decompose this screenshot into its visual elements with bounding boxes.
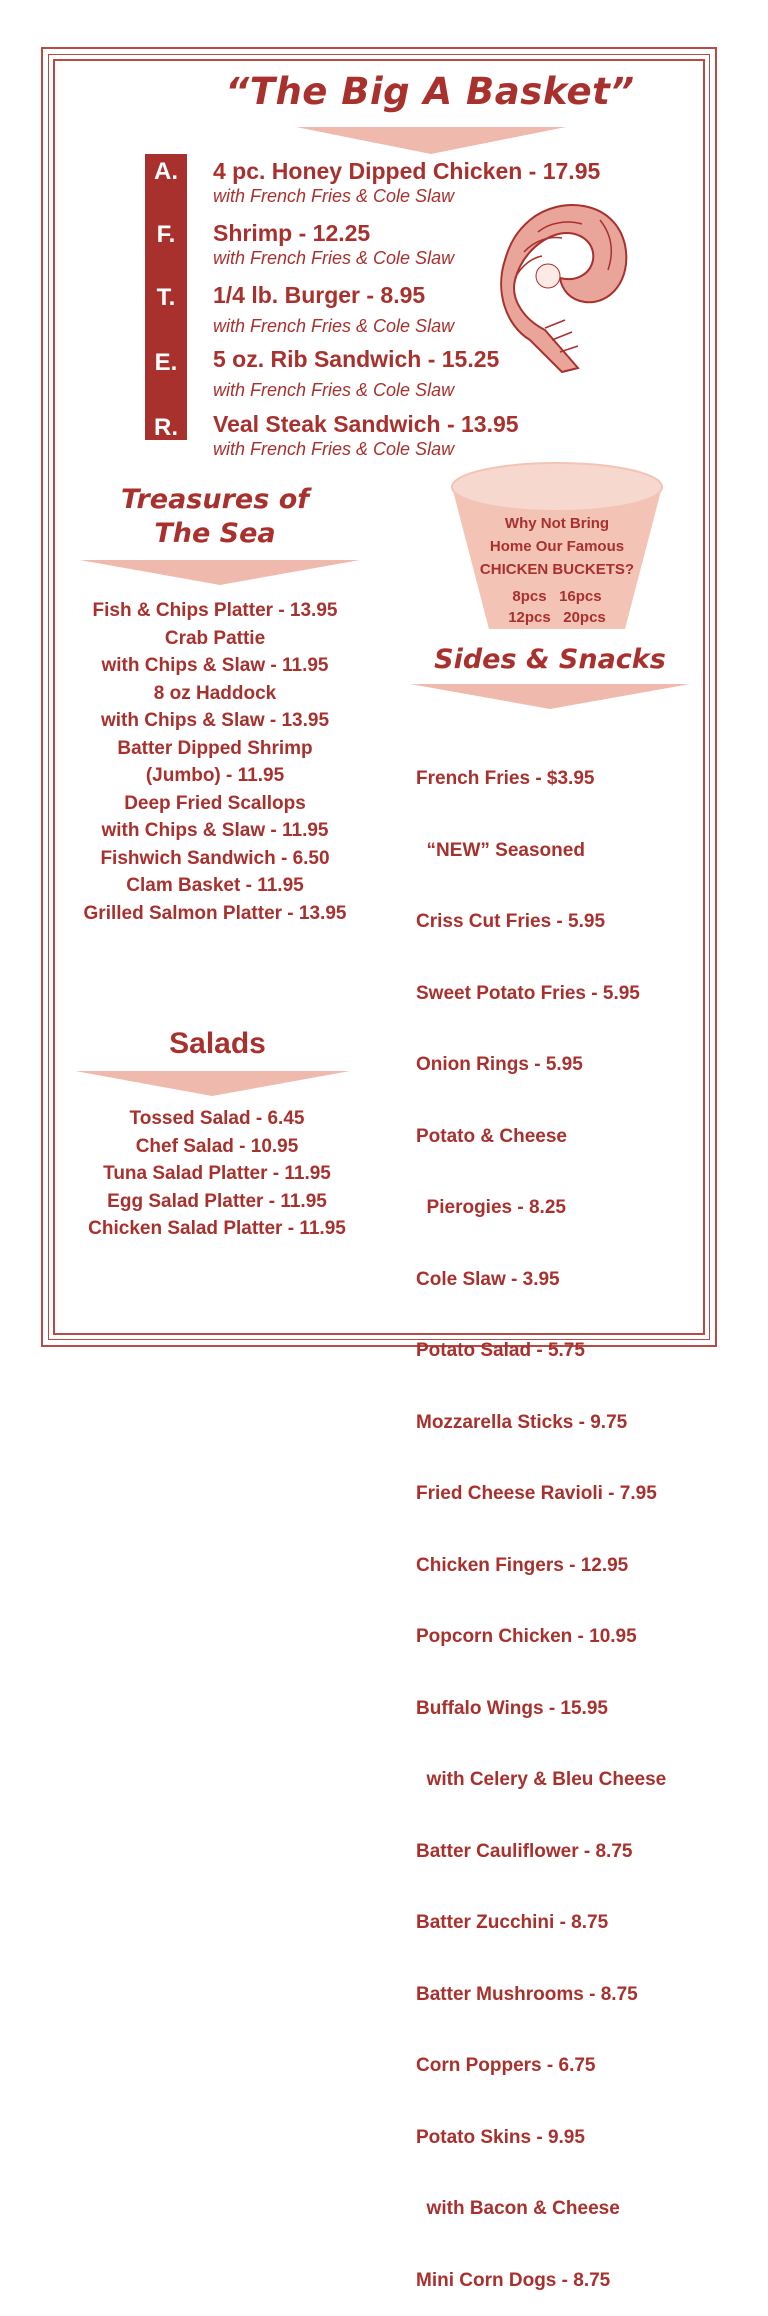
after-letter: T.	[156, 284, 176, 311]
basket-item-sides: with French Fries & Cole Slaw	[213, 316, 455, 336]
bucket-promo-line: CHICKEN BUCKETS?	[479, 561, 635, 578]
basket-item-name: 4 pc. Honey Dipped Chicken - 17.95	[213, 158, 601, 184]
menu-item: Mini Corn Dogs - 8.75	[416, 2269, 611, 2291]
menu-item: Mozzarella Sticks - 9.75	[416, 1411, 628, 1433]
sea-title-line1: Treasures of	[121, 484, 309, 515]
menu-item: Crab Pattie	[164, 627, 266, 649]
menu-item: Potato & Cheese	[416, 1125, 567, 1147]
sea-menu-list	[55, 597, 375, 927]
title-arrow-icon	[296, 124, 566, 156]
shrimp-illustration-icon	[490, 190, 635, 380]
menu-item: Tuna Salad Platter - 11.95	[103, 1163, 331, 1184]
menu-item: Deep Fried Scallops	[124, 792, 306, 814]
salads-menu-list	[57, 1105, 377, 1243]
menu-item: with Chips & Slaw - 13.95	[100, 710, 330, 731]
bucket-sizes: 12pcs 20pcs	[508, 609, 606, 626]
sea-section-title	[105, 483, 325, 551]
menu-item: Batter Zucchini - 8.75	[416, 1912, 609, 1933]
menu-item: with Chips & Slaw - 11.95	[101, 655, 329, 676]
basket-item-sides: with French Fries & Cole Slaw	[213, 439, 455, 459]
after-acronym-column	[145, 154, 187, 440]
bucket-promo-line: Why Not Bring	[504, 515, 610, 532]
basket-item-name: Shrimp - 12.25	[213, 220, 371, 246]
menu-item: with Chips & Slaw - 11.95	[101, 820, 329, 841]
after-letter: F.	[156, 221, 176, 248]
menu-item: Corn Poppers - 6.75	[416, 2055, 596, 2076]
basket-item-sides: with French Fries & Cole Slaw	[213, 248, 455, 268]
menu-item: Potato Salad - 5.75	[416, 1340, 585, 1361]
menu-item: Cole Slaw - 3.95	[416, 1268, 560, 1290]
menu-item: Chef Salad - 10.95	[135, 1135, 299, 1157]
menu-item: Clam Basket - 11.95	[126, 875, 304, 896]
sea-title-line2: The Sea	[154, 518, 276, 549]
after-letter: R.	[154, 414, 178, 441]
after-letter: A.	[154, 158, 178, 185]
menu-item: with Bacon & Cheese	[416, 2198, 620, 2219]
basket-item-name: 1/4 lb. Burger - 8.95	[213, 282, 426, 308]
menu-item: Egg Salad Platter - 11.95	[107, 1190, 327, 1212]
basket-item-name: 5 oz. Rib Sandwich - 15.25	[213, 346, 500, 372]
menu-item: Fishwich Sandwich - 6.50	[100, 847, 330, 869]
basket-item	[213, 282, 454, 337]
bucket-sizes: 8pcs 16pcs	[512, 588, 602, 605]
menu-item: Buffalo Wings - 15.95	[416, 1697, 608, 1719]
menu-item: Onion Rings - 5.95	[416, 1054, 583, 1075]
bucket-promo-line: Home Our Famous	[489, 538, 625, 555]
basket-item	[213, 346, 499, 401]
menu-item: with Celery & Bleu Cheese	[416, 1769, 667, 1790]
salads-section-title: Salads	[169, 1027, 266, 1060]
basket-item	[213, 411, 519, 460]
sides-menu-list	[416, 721, 666, 2316]
menu-item: Batter Cauliflower - 8.75	[416, 1840, 633, 1862]
basket-item-sides: with French Fries & Cole Slaw	[213, 186, 455, 206]
menu-item: Chicken Fingers - 12.95	[416, 1554, 629, 1576]
menu-item: Pierogies - 8.25	[416, 1197, 566, 1218]
menu-item: Batter Mushrooms - 8.75	[416, 1983, 638, 2005]
menu-item: Fish & Chips Platter - 13.95	[92, 600, 338, 621]
basket-item	[213, 220, 454, 269]
menu-item: Fried Cheese Ravioli - 7.95	[416, 1483, 657, 1504]
salads-arrow-icon	[75, 1068, 350, 1098]
menu-item: Potato Skins - 9.95	[416, 2126, 585, 2148]
sea-arrow-icon	[80, 557, 360, 587]
sides-arrow-icon	[410, 681, 690, 711]
menu-item: Sweet Potato Fries - 5.95	[416, 982, 640, 1004]
menu-item: Tossed Salad - 6.45	[129, 1108, 305, 1129]
page-title: “The Big A Basket”	[225, 70, 635, 113]
menu-item: Grilled Salmon Platter - 13.95	[83, 902, 347, 924]
sides-section-title: Sides & Snacks	[434, 644, 666, 675]
after-letter: E.	[154, 349, 178, 376]
menu-item: Criss Cut Fries - 5.95	[416, 911, 606, 932]
menu-item: “NEW” Seasoned	[416, 839, 585, 861]
menu-item: Batter Dipped Shrimp	[117, 737, 313, 759]
menu-item: 8 oz Haddock	[153, 682, 277, 704]
menu-item: (Jumbo) - 11.95	[145, 765, 285, 786]
basket-item-name: Veal Steak Sandwich - 13.95	[213, 411, 519, 437]
menu-item: Chicken Salad Platter - 11.95	[88, 1218, 346, 1239]
menu-item: French Fries - $3.95	[416, 768, 595, 789]
basket-item-sides: with French Fries & Cole Slaw	[213, 380, 455, 400]
menu-item: Popcorn Chicken - 10.95	[416, 1626, 637, 1647]
